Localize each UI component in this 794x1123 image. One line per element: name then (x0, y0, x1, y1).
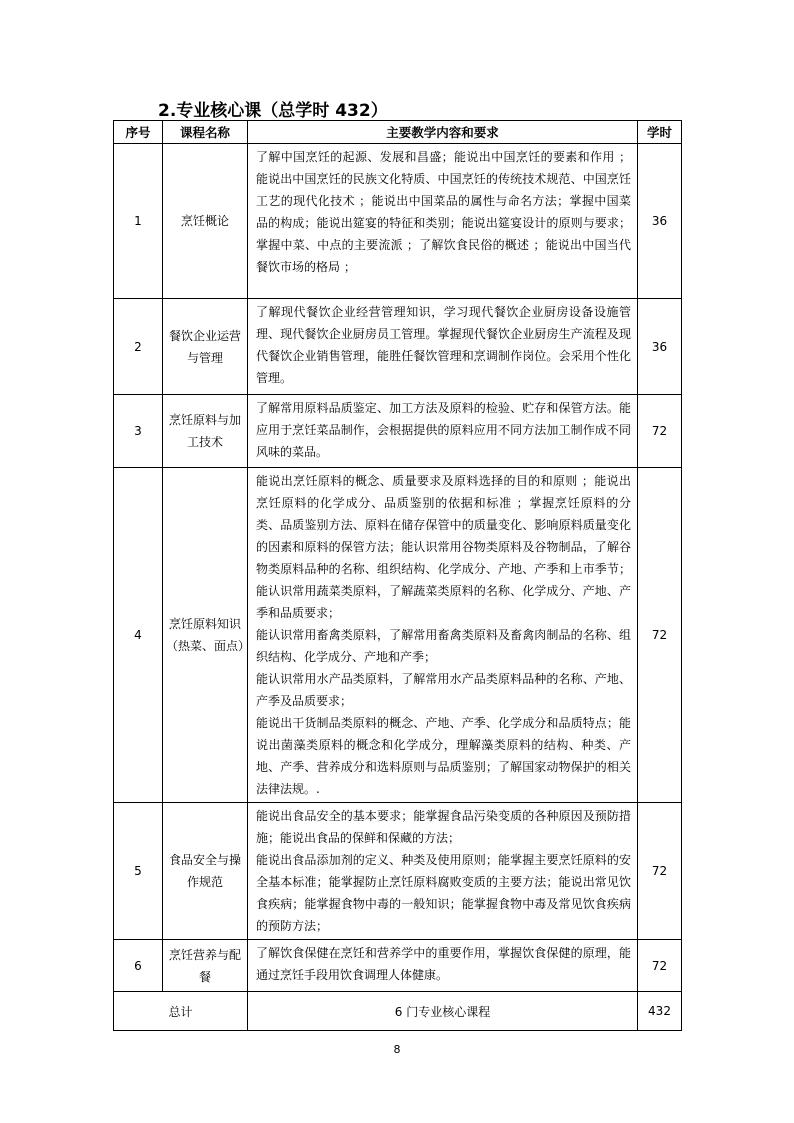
course-content: 了解中国烹饪的起源、发展和昌盛；能说出中国烹饪的要素和作用 ；能说出中国烹饪的民族文化特质、中国烹饪的传统技术规范、中国烹饪工艺的现代化技术 ；能说出中国菜品的属性与命名方法；掌握中国菜品的构成；能说出筵宴的特征和类别；能说出筵宴设计的原则与要求；掌握中菜、中点的主要流派 ；了解饮食民俗的概述 ；能说出中国当代餐饮市场的格局 ； (248, 144, 638, 299)
total-row (114, 992, 682, 1031)
course-hours: 36 (638, 144, 682, 299)
header-hours: 学时 (638, 121, 682, 144)
total-label: 总计 (114, 992, 248, 1031)
row-number: 1 (114, 144, 163, 299)
table-row (114, 803, 682, 940)
header-course-name: 课程名称 (163, 121, 248, 144)
row-number: 4 (114, 468, 163, 803)
course-hours: 72 (638, 468, 682, 803)
course-name: 烹饪概论 (163, 144, 248, 299)
total-description: 6 门专业核心课程 (248, 992, 638, 1031)
table-row (114, 144, 682, 299)
course-content: 能说出烹饪原料的概念、质量要求及原料选择的目的和原则 ；能说出烹饪原料的化学成分、品质鉴别的依据和标准 ；掌握烹饪原料的分类、品质鉴别方法、原料在储存保管中的质量变化、影响原料质量变化的因素和原料的保管方法；能认识常用谷物类原料及谷物制品，了解谷物类原料品种的名称、组织结构、化学成分、产地、产季和上市季节；能认识常用蔬菜类原料，了解蔬菜类原料的名称、化学成分、产地、产季和品质要求； 能认识常用畜禽类原料，了解常用畜禽类原料及畜禽肉制品的名称、组织结构、化学成分、产地和产季； 能认识常用水产品类原料，了解常用水产品类原料品种的名称、产地、产季及品质要求； 能说出干货制品类原料的概念、产地、产季、化学成分和品质特点；能说出菌藻类原料的概念和化学成分，理解藻类原料的结构、种类、产地、产季、营养成分和选料原则与品质鉴别；了解国家动物保护的相关法律法规。. (248, 468, 638, 803)
course-name: 餐饮企业运营与管理 (163, 299, 248, 395)
header-number: 序号 (114, 121, 163, 144)
total-hours: 432 (638, 992, 682, 1031)
course-name: 烹饪营养与配餐 (163, 940, 248, 992)
header-content: 主要教学内容和要求 (248, 121, 638, 144)
table-row (114, 299, 682, 395)
row-number: 5 (114, 803, 163, 940)
row-number: 3 (114, 395, 163, 468)
course-content: 了解饮食保健在烹饪和营养学中的重要作用，掌握饮食保健的原理，能通过烹饪手段用饮食调理人体健康。 (248, 940, 638, 992)
row-number: 6 (114, 940, 163, 992)
course-content: 了解现代餐饮企业经营管理知识，学习现代餐饮企业厨房设备设施管理、现代餐饮企业厨房员工管理。掌握现代餐饮企业厨房生产流程及现代餐饮企业销售管理，能胜任餐饮管理和烹调制作岗位。会采用个性化管理。 (248, 299, 638, 395)
core-course-table (113, 120, 682, 1031)
course-hours: 72 (638, 395, 682, 468)
course-hours: 72 (638, 803, 682, 940)
course-name: 烹饪原料与加工技术 (163, 395, 248, 468)
table-header-row (114, 121, 682, 144)
course-content: 能说出食品安全的基本要求；能掌握食品污染变质的各种原因及预防措施；能说出食品的保鲜和保藏的方法； 能说出食品添加剂的定义、种类及使用原则；能掌握主要烹饪原料的安全基本标准；能掌握防止烹饪原料腐败变质的主要方法；能说出常见饮食疾病；能掌握食物中毒的一般知识；能掌握食物中毒及常见饮食疾病的预防方法； (248, 803, 638, 940)
section-title: 2.专业核心课（总学时 432） (158, 101, 388, 121)
row-number: 2 (114, 299, 163, 395)
table-row (114, 468, 682, 803)
course-hours: 72 (638, 940, 682, 992)
course-hours: 36 (638, 299, 682, 395)
course-name: 食品安全与操作规范 (163, 803, 248, 940)
table-row (114, 940, 682, 992)
course-name: 烹饪原料知识（热菜、面点） (163, 468, 248, 803)
page-number: 8 (393, 1043, 401, 1056)
table-row (114, 395, 682, 468)
course-content: 了解常用原料品质鉴定、加工方法及原料的检验、贮存和保管方法。能应用于烹饪菜品制作，会根据提供的原料应用不同方法加工制作成不同风味的菜品。 (248, 395, 638, 468)
